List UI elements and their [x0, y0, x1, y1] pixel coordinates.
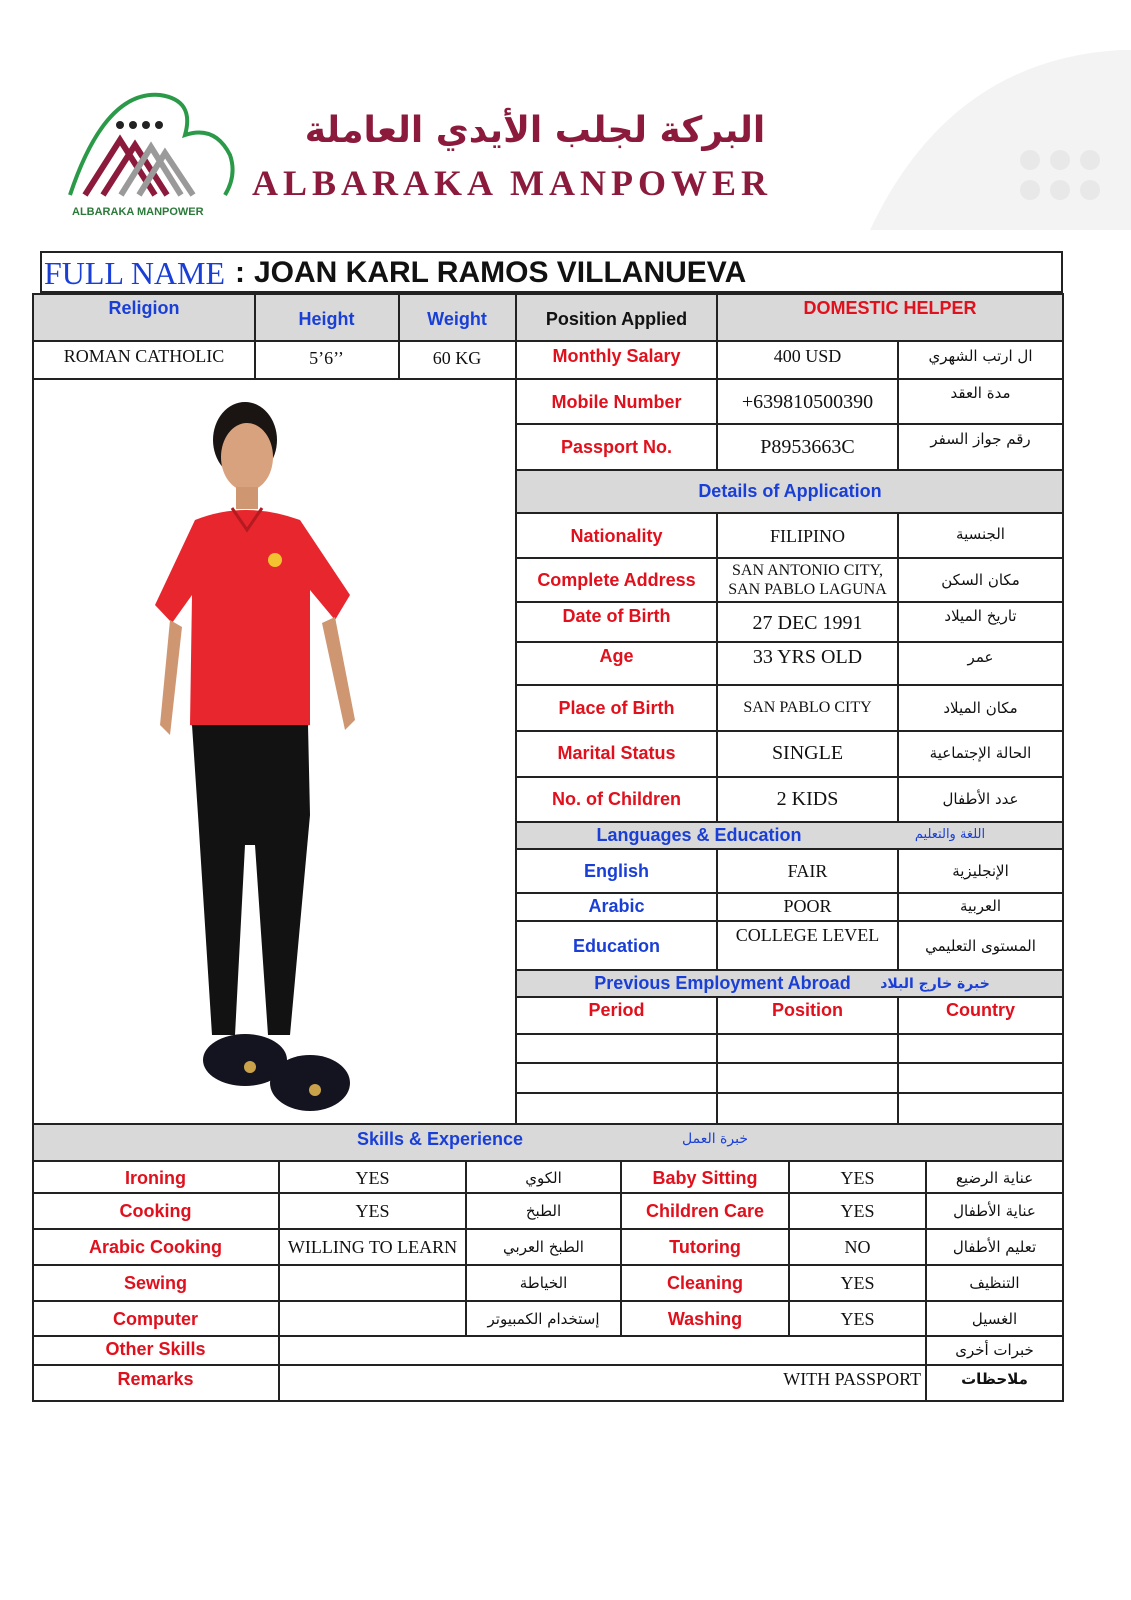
- nationality-ar: الجنسية: [956, 525, 1005, 543]
- skill-right-label: Children Care: [645, 1200, 765, 1221]
- age-value: 33 YRS OLD: [752, 645, 863, 668]
- remarks-value: WITH PASSPORT: [783, 1369, 921, 1389]
- applicant-photo: [150, 395, 410, 1120]
- age-ar: عمر: [967, 648, 994, 666]
- pob-value: SAN PABLO CITY: [743, 699, 872, 716]
- dob-ar: تاريخ الميلاد: [944, 607, 1017, 625]
- english-value: FAIR: [787, 860, 828, 881]
- nationality-label: Nationality: [570, 525, 663, 546]
- skill-left-ar: إستخدام الكمبيوتر: [487, 1310, 600, 1328]
- brand-english: ALBARAKA MANPOWER: [252, 163, 773, 203]
- full-name-colon: :: [235, 256, 245, 289]
- monthly-salary-ar: ال ارتب الشهري: [928, 347, 1033, 365]
- other-skills-label: Other Skills: [105, 1339, 206, 1359]
- position-applied-label: Position Applied: [545, 308, 688, 329]
- mobile-number-value: +639810500390: [741, 390, 874, 413]
- mobile-number-label: Mobile Number: [551, 391, 682, 412]
- passport-value: P8953663C: [760, 435, 855, 458]
- children-value: 2 KIDS: [776, 787, 839, 810]
- address-value-1: SAN ANTONIO CITY,: [732, 562, 883, 579]
- height-label: Height: [298, 308, 355, 329]
- background-decoration: [830, 40, 1131, 230]
- country-header: Country: [946, 999, 1015, 1020]
- skill-right-ar: عناية الرضيع: [955, 1169, 1034, 1187]
- skill-left-label: Computer: [113, 1308, 198, 1329]
- brand-arabic: البركة لجلب الأيدي العاملة: [304, 110, 766, 151]
- skill-right-label: Tutoring: [669, 1236, 741, 1257]
- skill-left-ar: الخياطة: [519, 1274, 568, 1292]
- address-ar: مكان السكن: [941, 571, 1020, 589]
- monthly-salary-value: 400 USD: [773, 345, 842, 366]
- other-skills-value: [280, 1337, 925, 1362]
- position-applied-value: DOMESTIC HELPER: [803, 297, 977, 318]
- children-label: No. of Children: [552, 788, 681, 809]
- remarks-label: Remarks: [117, 1368, 194, 1389]
- skill-left-value: [280, 1268, 465, 1298]
- passport-label: Passport No.: [560, 436, 673, 457]
- weight-value: 60 KG: [432, 347, 482, 368]
- other-skills-ar: خبرات أخرى: [955, 1340, 1034, 1359]
- height-value: 5’6’’: [309, 347, 344, 368]
- pob-label: Place of Birth: [558, 697, 675, 718]
- children-ar: عدد الأطفال: [942, 790, 1019, 808]
- logo-caption: ALBARAKA MANPOWER: [72, 206, 204, 218]
- remarks-ar: ملاحظات: [961, 1370, 1028, 1388]
- religion-value: ROMAN CATHOLIC: [63, 345, 225, 366]
- skill-right-label: Baby Sitting: [652, 1167, 758, 1188]
- skill-right-value: YES: [840, 1308, 875, 1329]
- address-value-2: SAN PABLO LAGUNA: [728, 581, 887, 598]
- monthly-salary-label: Monthly Salary: [552, 345, 681, 366]
- english-label: English: [583, 860, 649, 881]
- education-ar: المستوى التعليمي: [925, 937, 1036, 955]
- skills-title-ar: خبرة العمل: [682, 1131, 748, 1147]
- skill-left-ar: الطبخ: [525, 1202, 562, 1220]
- skill-right-value: NO: [844, 1236, 871, 1257]
- skill-left-label: Sewing: [123, 1272, 187, 1293]
- age-label: Age: [599, 645, 634, 666]
- skills-title: Skills & Experience: [356, 1128, 524, 1149]
- education-value: COLLEGE LEVEL: [735, 924, 880, 945]
- skill-left-value: [280, 1304, 465, 1334]
- skill-left-ar: الكوي: [525, 1169, 562, 1187]
- position-header: Position: [772, 999, 843, 1020]
- full-name-bar: [40, 251, 1063, 293]
- skill-left-value: WILLING TO LEARN: [287, 1236, 458, 1257]
- arabic-value: POOR: [783, 895, 832, 916]
- skill-right-ar: عناية الأطفال: [953, 1202, 1036, 1220]
- languages-title: Languages & Education: [596, 825, 802, 845]
- skill-left-ar: الطبخ العربي: [503, 1238, 584, 1256]
- education-label: Education: [572, 935, 660, 956]
- skill-right-label: Cleaning: [666, 1272, 743, 1293]
- address-label: Complete Address: [537, 569, 696, 590]
- skill-right-value: YES: [840, 1167, 875, 1188]
- arabic-ar: العربية: [960, 897, 1001, 915]
- marital-ar: الحالة الإجتماعية: [929, 744, 1032, 762]
- skill-left-label: Cooking: [119, 1200, 192, 1221]
- details-section-title: Details of Application: [698, 480, 882, 501]
- religion-label: Religion: [108, 297, 180, 318]
- skill-right-ar: الغسيل: [971, 1310, 1018, 1328]
- arabic-label: Arabic: [588, 895, 645, 916]
- pob-ar: مكان الميلاد: [943, 699, 1018, 717]
- marital-label: Marital Status: [557, 742, 676, 763]
- full-name-value: JOAN KARL RAMOS VILLANUEVA: [254, 256, 747, 289]
- skill-right-ar: تعليم الأطفال: [952, 1238, 1037, 1256]
- dob-value: 27 DEC 1991: [752, 611, 863, 634]
- languages-title-ar: اللغة والتعليم: [914, 826, 986, 842]
- skill-left-value: YES: [355, 1200, 390, 1221]
- english-ar: الإنجليزية: [952, 862, 1009, 880]
- skill-left-label: Ironing: [125, 1167, 186, 1188]
- skill-right-value: YES: [840, 1200, 875, 1221]
- skill-left-label: Arabic Cooking: [88, 1236, 222, 1257]
- marital-value: SINGLE: [771, 741, 844, 764]
- company-logo-icon: [65, 85, 240, 210]
- full-name-label: FULL NAME: [44, 255, 226, 291]
- employment-title: Previous Employment Abroad: [594, 973, 851, 993]
- skill-right-label: Washing: [667, 1308, 743, 1329]
- skill-right-ar: التنظيف: [969, 1274, 1020, 1292]
- passport-ar: رقم جواز السفر: [930, 430, 1031, 448]
- skill-left-value: YES: [355, 1167, 390, 1188]
- skill-right-value: YES: [840, 1272, 875, 1293]
- dob-label: Date of Birth: [562, 605, 671, 626]
- period-header: Period: [588, 999, 645, 1020]
- mobile-number-ar: مدة العقد: [950, 384, 1011, 402]
- nationality-value: FILIPINO: [770, 525, 845, 546]
- employment-title-ar: خبرة خارج البلاد: [880, 975, 990, 992]
- weight-label: Weight: [427, 308, 487, 329]
- header: [0, 0, 1131, 240]
